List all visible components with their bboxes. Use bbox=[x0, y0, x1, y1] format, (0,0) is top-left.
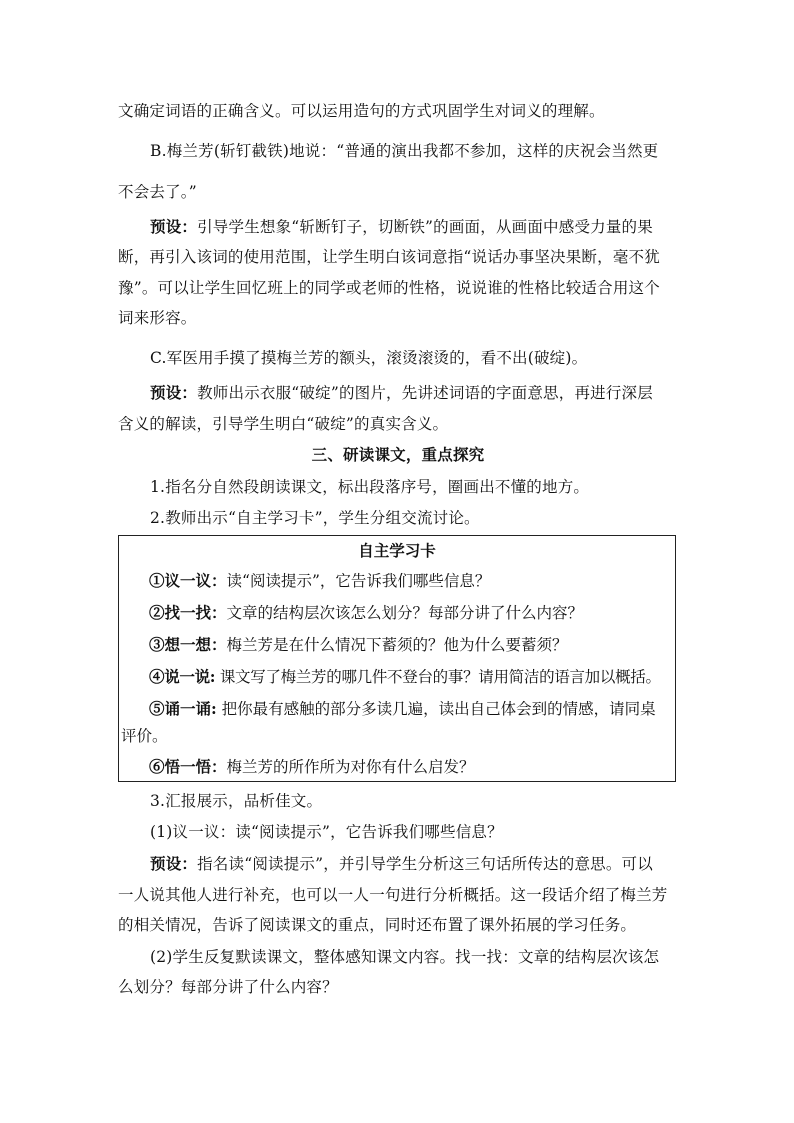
question-line: (2)学生反复默读课文，整体感知课文内容。找一找：文章的结构层次该怎 bbox=[150, 948, 660, 966]
item-text: 梅兰芳是在什么情况下蓄须的？他为什么要蓄须？ bbox=[226, 636, 568, 654]
study-card-item bbox=[149, 570, 675, 592]
study-card-item bbox=[149, 602, 675, 624]
example-c-line: C.军医用手摸了摸梅兰芳的额头，滚烫滚烫的，看不出(破绽)。 bbox=[150, 349, 588, 367]
example-b-line: 不会去了。” bbox=[118, 183, 197, 201]
item-label: ⑤诵一诵: bbox=[149, 699, 217, 718]
preset-paragraph bbox=[150, 382, 678, 404]
preset-text: 指名读“阅读提示”，并引导学生分析这三句话所传达的意思。可以 bbox=[197, 855, 653, 873]
preset-paragraph-line: 豫”。可以让学生回忆班上的同学或老师的性格，说说谁的性格比较适合用这个 bbox=[118, 279, 660, 297]
item-text: 梅兰芳的所作所为对你有什么启发？ bbox=[226, 758, 475, 776]
example-b-line: B.梅兰芳(斩钉截铁)地说：“普通的演出我都不参加，这样的庆祝会当然更 bbox=[150, 142, 659, 160]
preset-paragraph-line: 含义的解读，引导学生明白“破绽”的真实含义。 bbox=[118, 415, 449, 433]
study-card-item-continuation: 评价。 bbox=[121, 727, 168, 745]
item-text: 课文写了梅兰芳的哪几件不登台的事？请用简洁的语言加以概括。 bbox=[215, 668, 661, 686]
study-card-item bbox=[149, 698, 675, 720]
preset-text: 教师出示衣服“破绽”的图片，先讲述词语的字面意思，再进行深层 bbox=[197, 384, 653, 402]
preset-paragraph bbox=[150, 853, 678, 875]
step-line: 2.教师出示“自主学习卡”，学生分组交流讨论。 bbox=[150, 509, 480, 527]
question-line: 么划分？每部分讲了什么内容？ bbox=[118, 978, 338, 996]
item-label: ①议一议： bbox=[149, 571, 227, 590]
preset-paragraph-line: 词来形容。 bbox=[118, 309, 197, 327]
preset-label: 预设： bbox=[150, 383, 198, 402]
item-text: 文章的结构层次该怎么划分？每部分讲了什么内容？ bbox=[226, 604, 584, 622]
study-card-item bbox=[149, 666, 675, 688]
question-line: (1)议一议：读“阅读提示”，它告诉我们哪些信息？ bbox=[150, 823, 503, 841]
step-line: 3.汇报展示，品析佳文。 bbox=[150, 792, 323, 810]
preset-paragraph-line: 一人说其他人进行补充，也可以一人一句进行分析概括。这一段话介绍了梅兰芳 bbox=[118, 886, 668, 904]
preset-paragraph-line: 断，再引入该词的使用范围，让学生明白该词意指“说话办事坚决果断，毫不犹 bbox=[118, 248, 660, 266]
study-card-title: 自主学习卡 bbox=[358, 541, 436, 560]
study-card-item bbox=[149, 756, 675, 778]
item-label: ②找一找： bbox=[149, 603, 227, 622]
item-label: ④说一说: bbox=[149, 667, 216, 686]
preset-label: 预设： bbox=[150, 854, 198, 873]
study-card-item bbox=[149, 634, 675, 656]
preset-paragraph-line: 的相关情况，告诉了阅读课文的重点，同时还布置了课外拓展的学习任务。 bbox=[118, 916, 637, 934]
section-heading: 三、研读课文，重点探究 bbox=[311, 445, 485, 464]
item-label: ③想一想： bbox=[149, 635, 227, 654]
preset-text: 引导学生想象“斩断钉子，切断铁”的画面，从画面中感受力量的果 bbox=[197, 218, 653, 236]
study-card bbox=[118, 535, 676, 782]
paragraph-line: 文确定词语的正确含义。可以运用造句的方式巩固学生对词义的理解。 bbox=[118, 102, 605, 120]
step-line: 1.指名分自然段朗读课文，标出段落序号，圈画出不懂的地方。 bbox=[150, 478, 590, 496]
item-label: ⑥悟一悟： bbox=[149, 757, 227, 776]
preset-paragraph bbox=[150, 216, 678, 238]
preset-label: 预设： bbox=[150, 217, 198, 236]
item-text: 把你最有感触的部分多读几遍，读出自己体会到的情感，请同桌 bbox=[216, 700, 656, 718]
item-text: 读“阅读提示”，它告诉我们哪些信息？ bbox=[226, 572, 491, 590]
